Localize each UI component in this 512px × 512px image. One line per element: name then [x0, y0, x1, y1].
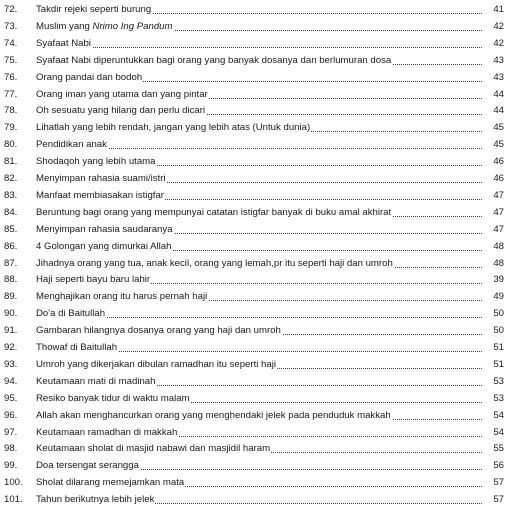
toc-entry-title: [36, 373, 156, 391]
toc-entry: [0, 119, 512, 137]
toc-entry: [0, 18, 512, 36]
toc-entry-title-text: Sholat dilarang memejamkan mata: [36, 477, 185, 489]
toc-entry-number: 95.: [4, 392, 18, 404]
toc-entry-page: 42: [482, 35, 504, 53]
toc-entry-title-text: Menyimpan rahasia suami/istri: [36, 173, 166, 184]
toc-entry-number: 81.: [4, 156, 18, 168]
toc-entry: [0, 136, 512, 154]
toc-entry-page: 49: [482, 288, 504, 306]
toc-entry-number: 89.: [4, 291, 18, 303]
toc-entry-page: 42: [482, 18, 504, 36]
toc-entry-title-text: Tahun berikutnya lebih jelek: [36, 494, 155, 506]
toc-entry: [0, 474, 512, 492]
toc-entry: [0, 491, 512, 509]
toc-entry-title: [36, 390, 191, 408]
toc-entry-title: [36, 35, 92, 53]
toc-entry-title-text: Pendidikan anak: [36, 139, 107, 151]
toc-entry-number: 82.: [4, 173, 18, 184]
toc-entry-title: [36, 305, 106, 323]
toc-entry-number: 100.: [4, 477, 23, 489]
toc-entry-title-text: Oh sesuatu yang hilang dan perlu dicari: [36, 105, 206, 117]
toc-entry-number: 84.: [4, 206, 18, 218]
toc-entry-title-text: Manfaat membiasakan istigfar: [36, 189, 164, 201]
dot-leader: [36, 47, 482, 48]
toc-entry-page: 43: [482, 69, 504, 87]
toc-entry-number: 92.: [4, 342, 18, 353]
toc-entry-title: [36, 221, 174, 239]
toc-entry-title: [36, 1, 152, 19]
toc-entry-title-text: Jihadnya orang yang tua, anak kecil, orang yang lemah,pr itu seperti haji dan umroh: [36, 257, 393, 269]
toc-entry-page: 54: [482, 424, 504, 442]
toc-entry-title: [36, 86, 209, 104]
toc-entry: [0, 440, 512, 458]
toc-entry: [0, 35, 512, 53]
toc-entry-number: 79.: [4, 122, 18, 134]
toc-entry-page: 45: [482, 119, 504, 137]
toc-entry-page: 47: [482, 221, 504, 239]
toc-entry-page: 48: [482, 238, 504, 256]
toc-entry-page: 45: [482, 136, 504, 154]
toc-entry: [0, 390, 512, 408]
toc-entry-number: 72.: [4, 4, 18, 15]
toc-entry-title: [36, 69, 143, 87]
toc-entry-title-text: Syafaat Nabi: [36, 37, 91, 49]
toc-entry-page: 47: [482, 204, 504, 222]
toc-entry-number: 97.: [4, 426, 18, 438]
toc-entry-number: 91.: [4, 325, 18, 337]
toc-entry-page: 39: [482, 271, 504, 289]
toc-entry-title: [36, 288, 208, 306]
toc-entry: [0, 424, 512, 442]
toc-entry: [0, 52, 512, 70]
toc-entry-page: 50: [482, 305, 504, 323]
toc-entry-number: 73.: [4, 20, 18, 32]
toc-entry-page: 41: [482, 1, 504, 19]
toc-entry-page: 46: [482, 170, 504, 188]
toc-entry-title-text: Shodaqoh yang lebih utama: [36, 156, 156, 168]
toc-entry-title: [36, 339, 118, 357]
toc-entry: [0, 1, 512, 19]
toc-entry-number: 80.: [4, 139, 18, 151]
toc-entry-title-text: Takdir rejeki seperti burung: [36, 4, 152, 15]
toc-entry-title: [36, 474, 185, 492]
toc-entry-title: [36, 457, 140, 475]
toc-entry-title-text: Keutamaan ramadhan di makkah: [36, 426, 178, 438]
toc-entry-number: 83.: [4, 189, 18, 201]
toc-entry-number: 87.: [4, 257, 18, 269]
toc-entry-number: 75.: [4, 54, 18, 66]
toc-entry-title: [36, 271, 151, 289]
toc-entry-number: 99.: [4, 460, 18, 472]
toc-entry: [0, 86, 512, 104]
toc-entry: [0, 339, 512, 357]
toc-entry-title-text: Syafaat Nabi diperuntukkan bagi orang yang banyak dosanya dan berlumuran dosa: [36, 54, 392, 66]
toc-entry: [0, 373, 512, 391]
toc-entry: [0, 238, 512, 256]
toc-entry-title: [36, 52, 392, 70]
toc-entry-title-italic: Nrimo Ing Pandum: [92, 20, 173, 32]
toc-entry-title-text: Beruntung bagi orang yang mempunyai catatan istigfar banyak di buku amal akhirat: [36, 206, 392, 218]
toc-entry-title-text: Do'a di Baitullah: [36, 308, 106, 320]
toc-entry-title-text: Orang pandai dan bodoh: [36, 71, 143, 83]
toc-entry-number: 86.: [4, 240, 18, 252]
toc-entry-title-text: Keutamaan mati di madinah: [36, 375, 156, 387]
toc-entry-title: [36, 187, 165, 205]
toc-entry: [0, 170, 512, 188]
toc-entry-title-text: Resiko banyak tidur di waktu malam: [36, 392, 190, 404]
toc-entry-title: [36, 153, 156, 171]
toc-entry-page: 54: [482, 407, 504, 425]
toc-entry-page: 51: [482, 356, 504, 374]
toc-entry-number: 94.: [4, 375, 18, 387]
toc-entry-title: [36, 170, 167, 188]
toc-entry-page: 56: [482, 457, 504, 475]
toc-entry-page: 46: [482, 153, 504, 171]
toc-entry-title: [36, 102, 206, 120]
toc-entry: [0, 69, 512, 87]
toc-entry-number: 88.: [4, 274, 18, 286]
toc-entry-page: 44: [482, 102, 504, 120]
toc-entry-title: [36, 255, 394, 273]
toc-entry-title-text: Orang iman yang utama dan yang pintar: [36, 88, 208, 100]
toc-entry-number: 96.: [4, 409, 18, 421]
toc-entry-title: [36, 119, 311, 137]
toc-entry-page: 47: [482, 187, 504, 205]
toc-entry-title-text: Keutamaan sholat di masjid nabawi dan masjidil haram: [36, 443, 271, 455]
toc-entry: [0, 204, 512, 222]
toc-entry: [0, 102, 512, 120]
toc-entry-title: [36, 491, 155, 509]
toc-entry-title: [36, 322, 282, 340]
toc-entry-title-text: Thowaf di Baitullah: [36, 342, 118, 353]
toc-entry-number: 101.: [4, 494, 23, 506]
toc-entry-title-text: 4 Golongan yang dimurkai Allah: [36, 240, 172, 252]
toc-entry-title-text: Doa tersengat serangga: [36, 460, 139, 472]
toc-entry-page: 44: [482, 86, 504, 104]
toc-entry-title-text: Umroh yang dikerjakan dibulan ramadhan itu seperti haji: [36, 358, 276, 370]
toc-entry-title-text: Menyimpan rahasia saudaranya: [36, 223, 173, 235]
toc-entry-title: [36, 440, 271, 458]
toc-entry-title: [36, 424, 178, 442]
toc-entry-page: 53: [482, 390, 504, 408]
toc-entry-title-text: Gambaran hilangnya dosanya orang yang haji dan umroh: [36, 325, 281, 337]
toc-entry: [0, 271, 512, 289]
toc-entry: [0, 153, 512, 171]
toc-entry-title: [36, 136, 108, 154]
toc-entry-page: 53: [482, 373, 504, 391]
toc-entry-page: 51: [482, 339, 504, 357]
toc-entry: [0, 255, 512, 273]
toc-entry-number: 77.: [4, 88, 18, 100]
toc-entry-number: 98.: [4, 443, 18, 455]
toc-entry-number: 93.: [4, 358, 18, 370]
toc-entry-page: 43: [482, 52, 504, 70]
toc-entry: [0, 356, 512, 374]
toc-entry-number: 85.: [4, 223, 18, 235]
toc-entry-title-text: Muslim yang: [36, 20, 93, 32]
toc-entry-title: [36, 407, 392, 425]
toc-entry-title: [36, 356, 277, 374]
toc-entry: [0, 322, 512, 340]
toc-entry-title-text: Lihatlah yang lebih rendah, jangan yang lebih atas (Untuk dunia): [36, 122, 311, 134]
toc-entry-page: 57: [482, 491, 504, 509]
toc-entry-title-text: Menghajikan orang itu harus pernah haji: [36, 291, 208, 303]
toc-entry-number: 90.: [4, 308, 18, 320]
toc-entry: [0, 407, 512, 425]
toc-entry: [0, 221, 512, 239]
toc-entry-title-text: Haji seperti bayu baru lahir: [36, 274, 151, 286]
toc-entry-page: 50: [482, 322, 504, 340]
toc-entry-number: 76.: [4, 71, 18, 83]
toc-entry-page: 57: [482, 474, 504, 492]
toc-entry-title: [36, 238, 172, 256]
toc-entry: [0, 457, 512, 475]
toc-entry-page: 48: [482, 255, 504, 273]
toc-entry: [0, 305, 512, 323]
toc-entry-title-text: Allah akan menghancurkan orang yang menghendaki jelek pada penduduk makkah: [36, 409, 391, 421]
toc-entry-number: 78.: [4, 105, 18, 117]
toc-entry: [0, 288, 512, 306]
toc-entry-title: [36, 204, 392, 222]
toc-entry: [0, 187, 512, 205]
toc-entry-title: [36, 18, 174, 36]
toc-entry-page: 55: [482, 440, 504, 458]
toc-entry-number: 74.: [4, 37, 18, 49]
